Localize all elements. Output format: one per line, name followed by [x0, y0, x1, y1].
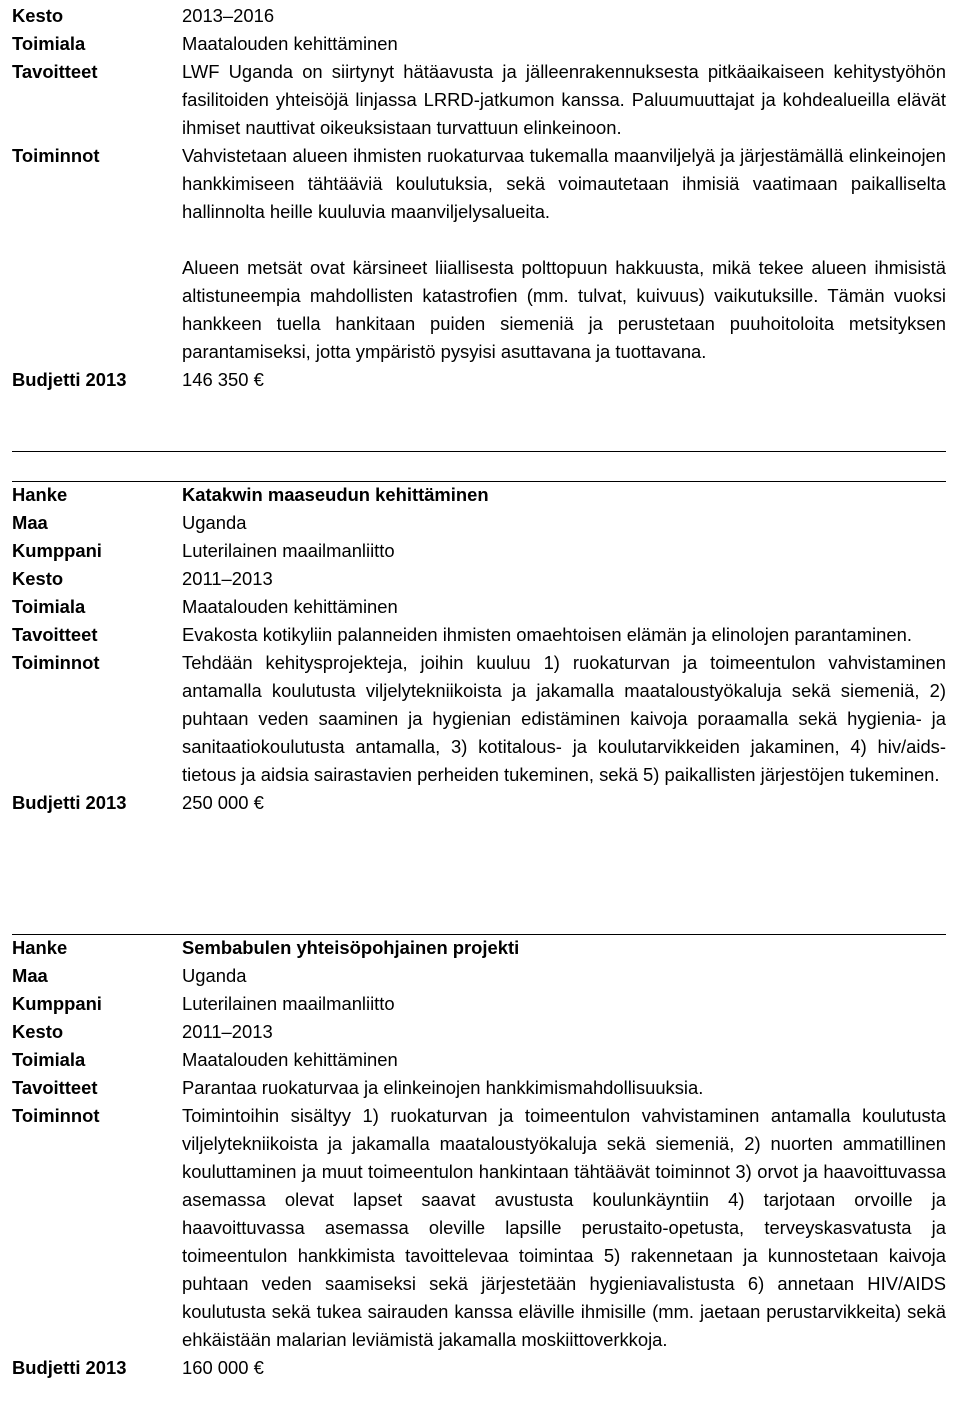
row-toiminnot: [12, 649, 946, 789]
project-title: Katakwin maaseudun kehittäminen: [182, 484, 489, 505]
field-label: Budjetti 2013: [12, 792, 127, 813]
field-value: Uganda: [182, 512, 247, 533]
field-value: Maatalouden kehittäminen: [182, 33, 398, 54]
field-value: 250 000 €: [182, 792, 264, 813]
field-value: Parantaa ruokaturvaa ja elinkeinojen hankkimismahdollisuuksia.: [182, 1077, 704, 1098]
row-budjetti: [12, 1354, 946, 1382]
field-label: Kesto: [12, 568, 64, 589]
field-label: Tavoitteet: [12, 624, 98, 645]
row-tavoitteet: [12, 621, 946, 649]
field-value: Maatalouden kehittäminen: [182, 1049, 398, 1070]
field-value: Evakosta kotikyliin palanneiden ihmisten omaehtoisen elämän ja elinolojen parantaminen.: [182, 624, 912, 645]
project-1-table: [12, 2, 946, 394]
row-hanke: [12, 934, 946, 962]
row-toiminnot: [12, 1102, 946, 1354]
field-label: Toiminnot: [12, 145, 100, 166]
row-kumppani: [12, 537, 946, 565]
field-label: Maa: [12, 965, 48, 986]
row-maa: [12, 509, 946, 537]
field-label: Toimiala: [12, 596, 86, 617]
field-value: [182, 142, 946, 366]
row-tavoitteet: [12, 1074, 946, 1102]
field-value: Tehdään kehitysprojekteja, joihin kuuluu 1) ruokaturvan ja toimeentulon vahvistaminen antamalla koulutusta viljelytekniikoista ja jakamalla maataloustyökaluja sekä siemeniä, 2) puhtaan veden saaminen ja hygienian edistäminen kaivoja poraamalla sekä hygienia- ja sanitaatiokoulutusta antamalla, 3) kotitalous- ja koulutarvikkeiden jakaminen, 4) hiv/aids-tietous ja aidsia sairastavien perheiden tukeminen, sekä 5) paikallisten järjestöjen tukeminen.: [182, 652, 946, 785]
field-value: 160 000 €: [182, 1357, 264, 1378]
field-value: 2011–2013: [182, 568, 273, 589]
field-label: Hanke: [12, 937, 68, 958]
field-label: Toimiala: [12, 1049, 86, 1070]
field-label: Budjetti 2013: [12, 369, 127, 390]
project-3-table: [12, 934, 946, 1382]
row-kumppani: [12, 990, 946, 1018]
row-kesto: [12, 2, 946, 30]
row-maa: [12, 962, 946, 990]
row-budjetti: [12, 366, 946, 394]
field-value: Toimintoihin sisältyy 1) ruokaturvan ja toimeentulon vahvistaminen antamalla koulutusta viljelytekniikoista ja jakamalla maataloustyökaluja sekä siemeniä, 2) nuorten ammatillinen kouluttaminen ja muut toimeentulon hankintaan tähtäävät toiminnot 3) orvot ja haavoittuvassa asemassa olevat lapset saavat avustusta koulunkäyntiin 4) tarjotaan orvoille ja haavoittuvassa asemassa oleville lapsille perustaito-opetusta, terveyskasvatusta ja toimeentulon hankkimista tavoittelevaa toimintaa 5) rakennetaan ja kunnostetaan kaivoja puhtaan veden saamiseksi sekä järjestetään hygieniavalistusta 6) annetaan HIV/AIDS koulutusta sekä tukea sairauden kanssa eläville ihmisille (mm. jaetaan perustarvikkeita) sekä ehkäistään malarian leviämistä jakamalla moskiittoverkkoja.: [182, 1105, 946, 1350]
row-hanke: [12, 481, 946, 509]
row-budjetti: [12, 789, 946, 817]
field-label: Toimiala: [12, 33, 86, 54]
field-value: 2013–2016: [182, 5, 275, 26]
field-label: Kesto: [12, 5, 64, 26]
row-tavoitteet: [12, 58, 946, 142]
row-toimiala: [12, 1046, 946, 1074]
row-kesto: [12, 1018, 946, 1046]
field-label: Hanke: [12, 484, 68, 505]
field-label: Tavoitteet: [12, 1077, 98, 1098]
table-bottom-rule: [12, 451, 946, 452]
field-label: Kumppani: [12, 993, 102, 1014]
row-kesto: [12, 565, 946, 593]
table-top-rule: [12, 481, 946, 482]
field-label: Toiminnot: [12, 1105, 100, 1126]
field-value: Uganda: [182, 965, 247, 986]
field-label: Budjetti 2013: [12, 1357, 127, 1378]
field-label: Kesto: [12, 1021, 64, 1042]
field-value: LWF Uganda on siirtynyt hätäavusta ja jälleenrakennuksesta pitkäaikaiseen kehitystyöhön fasilitoiden yhteisöjä linjassa LRRD-jatkumon kanssa. Paluumuuttajat ja kohdealueilla elävät ihmiset nauttivat oikeuksistaan turvattuun elinkeinoon.: [182, 61, 946, 138]
paragraph: Vahvistetaan alueen ihmisten ruokaturvaa tukemalla maanviljelyä ja järjestämällä elinkeinojen hankkimiseen tähtääviä koulutuksia, sekä voimautetaan ihmisiä vaatimaan paikalliselta hallinnolta heille kuuluvia maanviljelysalueita.: [182, 145, 946, 222]
field-label: Tavoitteet: [12, 61, 98, 82]
field-value: 146 350 €: [182, 369, 264, 390]
row-toimiala: [12, 30, 946, 58]
row-toiminnot: [12, 142, 946, 366]
field-label: Toiminnot: [12, 652, 100, 673]
paragraph: Alueen metsät ovat kärsineet liiallisesta polttopuun hakkuusta, mikä tekee alueen ihmisistä altistuneempia mahdollisten katastrofien (mm. tulvat, kuivuus) vaikutuksille. Tämän vuoksi hankkeen tuella hankitaan puiden siemeniä ja perustetaan puuhoitoloita metsityksen parantamiseksi, jotta ympäristö pysyisi asuttavana ja tuottavana.: [182, 257, 946, 362]
field-value: Luterilainen maailmanliitto: [182, 993, 395, 1014]
row-toimiala: [12, 593, 946, 621]
project-2-table: [12, 481, 946, 817]
field-label: Kumppani: [12, 540, 102, 561]
field-value: 2011–2013: [182, 1021, 273, 1042]
field-value: Luterilainen maailmanliitto: [182, 540, 395, 561]
field-label: Maa: [12, 512, 48, 533]
field-value: Maatalouden kehittäminen: [182, 596, 398, 617]
table-top-rule: [12, 934, 946, 935]
project-title: Sembabulen yhteisöpohjainen projekti: [182, 937, 520, 958]
